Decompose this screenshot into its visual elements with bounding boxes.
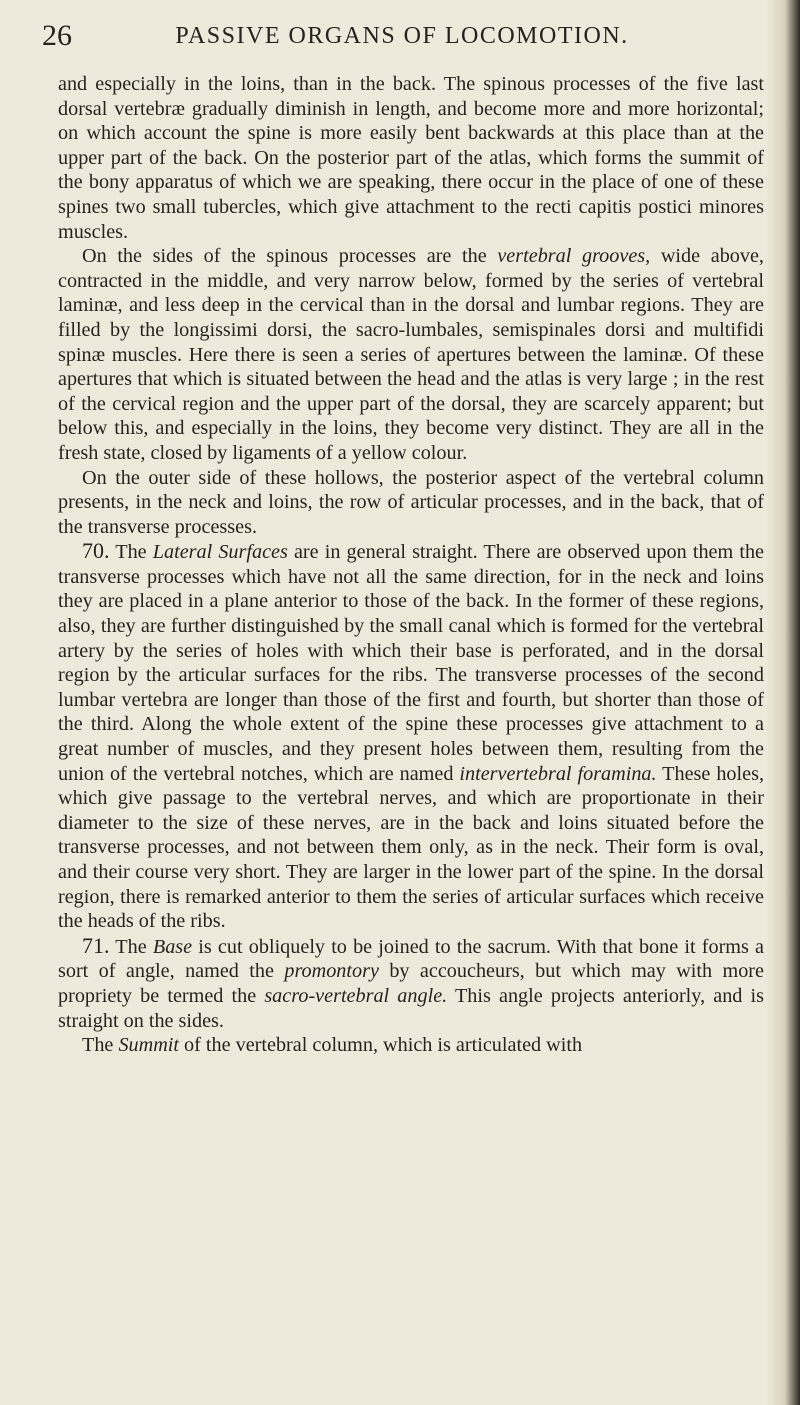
paragraph-vertebral-grooves — [58, 244, 764, 465]
paragraph-text: wide above, contracted in the middle, and very narrow below, formed by the series of vertebral laminæ, and less deep in the cervical than in the dorsal and lumbar regions. They are filled by the longissimi dorsi, the sacro-lumbales, semispinales dorsi and multifidi spinæ muscles. Here there is seen a series of apertures between the laminæ. Of these apertures that which is situated between the head and the atlas is very large ; in the rest of the cervical region and the upper part of the dorsal, they are scarcely apparent; but below this, and especially in the loins, they become very distinct. They are all in the fresh state, closed by ligaments of a yellow colour. — [58, 245, 764, 464]
running-head: PASSIVE ORGANS OF LOCOMOTION. — [175, 23, 629, 49]
paragraph-text: These holes, which give passage to the vertebral nerves, and which are proportionate in their diameter to the size of these nerves, are in the back and loins situated before the transverse processes, and not between them only, as in the neck. Their form is oval, and their course very short. They are larger in the lower part of the spine. In the dorsal region, there is remarked anterior to them the series of articular surfaces which receive the heads of the ribs. — [58, 762, 765, 933]
italic-term: intervertebral foramina. — [459, 762, 657, 785]
paragraph-outer-side — [58, 466, 764, 540]
page-binding-edge — [766, 0, 800, 1405]
italic-term: Lateral Surfaces — [152, 541, 288, 564]
paragraph-text: and especially in the loins, than in the back. The spinous processes of the five last dorsal vertebræ gradually diminish in length, and become more and more horizontal; on which account the spine is more easily bent backwards at this place than at the upper part of the back. On the posterior part of the atlas, which forms the summit of the bony apparatus of which we are speaking, there occur in the place of one of these spines two small tubercles, which give attachment to the recti capitis postici minores muscles. — [58, 73, 764, 243]
paragraph-text: of the vertebral column, which is articulated with — [179, 1034, 583, 1057]
paragraph-spinous-processes — [58, 72, 764, 244]
body-text — [58, 72, 764, 1058]
italic-term: Summit — [118, 1034, 179, 1057]
italic-term: Base — [152, 935, 193, 958]
paragraph-text: The — [82, 1034, 119, 1057]
page-number: 26 — [42, 19, 72, 52]
page-header — [42, 18, 762, 54]
paragraph-text: by accoucheurs, but which may with more propriety be termed the — [58, 960, 764, 1007]
section-number: 70. — [82, 538, 110, 564]
paragraph-text: The — [109, 935, 153, 958]
italic-term: promontory — [284, 960, 379, 983]
paragraph-base — [58, 934, 764, 1033]
italic-term: vertebral grooves, — [497, 245, 651, 268]
paragraph-summit — [58, 1033, 764, 1058]
paragraph-text: The — [109, 541, 153, 564]
paragraph-text: is cut obliquely to be joined to the sacrum. With that bone it forms a sort of angle, named the — [58, 935, 764, 983]
paragraph-text: On the outer side of these hollows, the posterior aspect of the vertebral column presents, in the neck and loins, the row of articular processes, and in the back, that of the transverse processes. — [58, 466, 764, 538]
paragraph-text: are in general straight. There are observed upon them the transverse processes which have not all the same direction, for in the neck and loins they are placed in a plane anterior to those of the back. In the former of these regions, also, they are further distinguished by the small canal which is formed for the vertebral artery by the series of holes with which their base is perforated, and in the dorsal region by the articular surfaces for the ribs. The transverse processes of the second lumbar vertebra are longer than those of the first and fourth, but shorter than those of the third. Along the whole extent of the spine these processes give attachment to a great number of muscles, and they present holes between them, resulting from the union of the vertebral notches, which are named — [58, 541, 764, 785]
section-number: 71. — [82, 932, 110, 958]
paragraph-text: This angle projects anteriorly, and is straight on the sides. — [58, 984, 765, 1032]
paragraph-lateral-surfaces — [58, 539, 764, 934]
italic-term: sacro-vertebral angle. — [264, 984, 448, 1007]
paragraph-text: On the sides of the spinous processes are the — [82, 245, 498, 268]
